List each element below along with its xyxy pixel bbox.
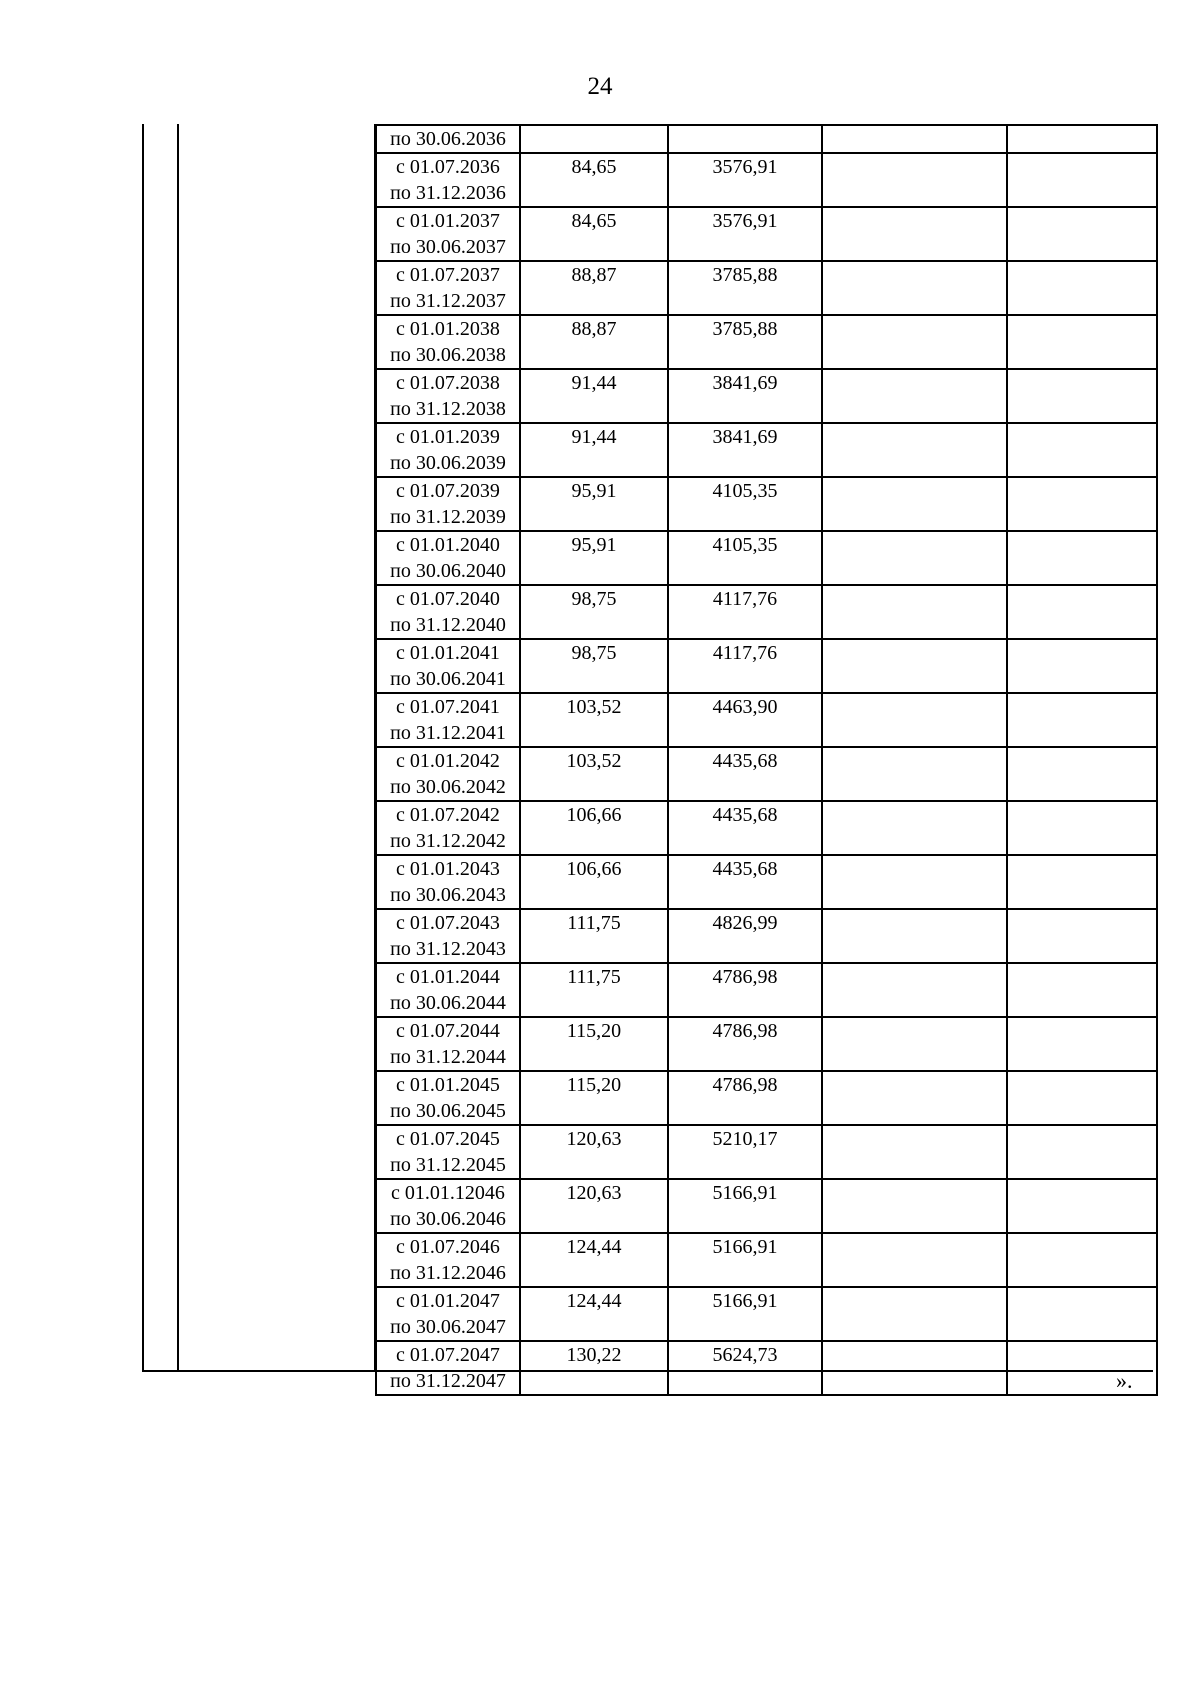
- period-from: с 01.07.2038: [396, 372, 500, 394]
- empty-cell-1: [822, 531, 1007, 585]
- empty-cell-2: [1007, 531, 1157, 585]
- period-to: по 30.06.2044: [390, 992, 506, 1014]
- table-row: [376, 747, 1157, 801]
- empty-cell-2: [1007, 747, 1157, 801]
- empty-cell-1: [822, 639, 1007, 693]
- period-to: по 31.12.2041: [390, 722, 506, 744]
- empty-cell-1: [822, 855, 1007, 909]
- period-from: с 01.01.2038: [396, 318, 500, 340]
- value-cell-2: 5166,91: [668, 1179, 822, 1233]
- period-cell: [376, 1125, 520, 1179]
- period-to: по 30.06.2047: [390, 1316, 506, 1338]
- value-cell-2: 4117,76: [668, 585, 822, 639]
- value-cell-1: [520, 125, 668, 153]
- period-cell: [376, 125, 520, 153]
- empty-cell-2: [1007, 693, 1157, 747]
- period-from: с 01.01.12046: [391, 1182, 505, 1204]
- empty-cell-1: [822, 1233, 1007, 1287]
- table-row: [376, 1125, 1157, 1179]
- empty-cell-1: [822, 747, 1007, 801]
- empty-cell-2: [1007, 1341, 1157, 1395]
- period-cell: [376, 531, 520, 585]
- period-cell: [376, 585, 520, 639]
- period-to: по 30.06.2040: [390, 560, 506, 582]
- empty-cell-2: [1007, 369, 1157, 423]
- period-to: по 30.06.2039: [390, 452, 506, 474]
- period-cell: [376, 261, 520, 315]
- empty-cell-2: [1007, 1287, 1157, 1341]
- table-row: [376, 963, 1157, 1017]
- table-row: [376, 1287, 1157, 1341]
- period-from: с 01.07.2036: [396, 156, 500, 178]
- empty-cell-1: [822, 477, 1007, 531]
- column-divider-1: [177, 124, 179, 1372]
- period-to: по 30.06.2041: [390, 668, 506, 690]
- value-cell-2: 3841,69: [668, 369, 822, 423]
- value-cell-2: [668, 125, 822, 153]
- period-from: с 01.07.2045: [396, 1128, 500, 1150]
- empty-cell-2: [1007, 585, 1157, 639]
- empty-cell-1: [822, 1071, 1007, 1125]
- empty-cell-2: [1007, 125, 1157, 153]
- tariff-table: [375, 124, 1158, 1396]
- period-cell: [376, 963, 520, 1017]
- period-to: по 30.06.2037: [390, 236, 506, 258]
- value-cell-1: 84,65: [520, 207, 668, 261]
- empty-cell-1: [822, 801, 1007, 855]
- period-to: по 31.12.2047: [390, 1370, 506, 1392]
- period-cell: [376, 1017, 520, 1071]
- period-cell: [376, 1233, 520, 1287]
- period-cell: [376, 909, 520, 963]
- value-cell-1: 88,87: [520, 315, 668, 369]
- period-from: с 01.07.2041: [396, 696, 500, 718]
- table-row: [376, 1233, 1157, 1287]
- table-row: [376, 369, 1157, 423]
- value-cell-1: 130,22: [520, 1341, 668, 1395]
- closing-quote-mark: ».: [1116, 1368, 1133, 1393]
- empty-cell-1: [822, 153, 1007, 207]
- period-cell: [376, 801, 520, 855]
- period-cell: [376, 747, 520, 801]
- empty-cell-2: [1007, 423, 1157, 477]
- value-cell-1: 120,63: [520, 1179, 668, 1233]
- empty-cell-2: [1007, 315, 1157, 369]
- table-row: [376, 1071, 1157, 1125]
- table-row: [376, 1341, 1157, 1395]
- period-to: по 30.06.2038: [390, 344, 506, 366]
- value-cell-1: 106,66: [520, 801, 668, 855]
- value-cell-2: 4463,90: [668, 693, 822, 747]
- value-cell-1: 111,75: [520, 963, 668, 1017]
- empty-cell-1: [822, 1125, 1007, 1179]
- period-from: с 01.07.2047: [396, 1344, 500, 1366]
- empty-cell-1: [822, 909, 1007, 963]
- period-cell: [376, 855, 520, 909]
- value-cell-2: 3785,88: [668, 315, 822, 369]
- table-row: [376, 531, 1157, 585]
- table-row: [376, 639, 1157, 693]
- empty-cell-2: [1007, 801, 1157, 855]
- period-from: с 01.07.2044: [396, 1020, 500, 1042]
- value-cell-2: 4435,68: [668, 747, 822, 801]
- period-cell: [376, 1071, 520, 1125]
- left-border: [142, 124, 144, 1372]
- period-to: по 30.06.2042: [390, 776, 506, 798]
- table-row: [376, 855, 1157, 909]
- period-to: по 31.12.2036: [390, 182, 506, 204]
- empty-cell-2: [1007, 963, 1157, 1017]
- period-from: с 01.01.2042: [396, 750, 500, 772]
- period-to: по 31.12.2045: [390, 1154, 506, 1176]
- empty-cell-1: [822, 207, 1007, 261]
- period-cell: [376, 639, 520, 693]
- value-cell-2: 5624,73: [668, 1341, 822, 1395]
- period-to: по 31.12.2042: [390, 830, 506, 852]
- value-cell-1: 120,63: [520, 1125, 668, 1179]
- table-row: [376, 207, 1157, 261]
- table-row: [376, 585, 1157, 639]
- period-from: с 01.01.2043: [396, 858, 500, 880]
- period-cell: [376, 1341, 520, 1395]
- value-cell-1: 84,65: [520, 153, 668, 207]
- value-cell-1: 115,20: [520, 1071, 668, 1125]
- empty-cell-2: [1007, 1071, 1157, 1125]
- table-row: [376, 1017, 1157, 1071]
- period-cell: [376, 153, 520, 207]
- period-to: по 31.12.2044: [390, 1046, 506, 1068]
- empty-cell-1: [822, 693, 1007, 747]
- value-cell-1: 98,75: [520, 585, 668, 639]
- period-from: с 01.07.2042: [396, 804, 500, 826]
- period-from: с 01.01.2044: [396, 966, 500, 988]
- value-cell-1: 98,75: [520, 639, 668, 693]
- value-cell-2: 5166,91: [668, 1287, 822, 1341]
- value-cell-2: 4786,98: [668, 1017, 822, 1071]
- value-cell-2: 4105,35: [668, 477, 822, 531]
- empty-cell-1: [822, 1287, 1007, 1341]
- period-from: с 01.01.2037: [396, 210, 500, 232]
- period-from: с 01.07.2043: [396, 912, 500, 934]
- empty-cell-2: [1007, 909, 1157, 963]
- value-cell-1: 91,44: [520, 369, 668, 423]
- table-row: [376, 477, 1157, 531]
- table-row: [376, 261, 1157, 315]
- value-cell-2: 3785,88: [668, 261, 822, 315]
- value-cell-2: 4435,68: [668, 855, 822, 909]
- value-cell-2: 5166,91: [668, 1233, 822, 1287]
- period-cell: [376, 1179, 520, 1233]
- value-cell-1: 103,52: [520, 693, 668, 747]
- period-to: по 30.06.2045: [390, 1100, 506, 1122]
- value-cell-1: 124,44: [520, 1287, 668, 1341]
- value-cell-1: 111,75: [520, 909, 668, 963]
- value-cell-1: 115,20: [520, 1017, 668, 1071]
- period-cell: [376, 693, 520, 747]
- table-row: [376, 801, 1157, 855]
- table-row: [376, 315, 1157, 369]
- period-to: по 31.12.2043: [390, 938, 506, 960]
- period-cell: [376, 423, 520, 477]
- period-cell: [376, 369, 520, 423]
- period-to: по 30.06.2043: [390, 884, 506, 906]
- value-cell-2: 4435,68: [668, 801, 822, 855]
- value-cell-1: 95,91: [520, 477, 668, 531]
- period-from: с 01.07.2039: [396, 480, 500, 502]
- value-cell-1: 124,44: [520, 1233, 668, 1287]
- empty-cell-1: [822, 963, 1007, 1017]
- value-cell-1: 91,44: [520, 423, 668, 477]
- empty-cell-1: [822, 1341, 1007, 1395]
- value-cell-1: 95,91: [520, 531, 668, 585]
- period-cell: [376, 207, 520, 261]
- value-cell-2: 3576,91: [668, 153, 822, 207]
- empty-cell-2: [1007, 1233, 1157, 1287]
- value-cell-1: 103,52: [520, 747, 668, 801]
- table-row: [376, 423, 1157, 477]
- table-row: [376, 1179, 1157, 1233]
- period-from: с 01.07.2040: [396, 588, 500, 610]
- value-cell-2: 4105,35: [668, 531, 822, 585]
- table-body: [376, 125, 1157, 1395]
- page-number: 24: [587, 73, 613, 100]
- period-from: с 01.07.2046: [396, 1236, 500, 1258]
- empty-cell-2: [1007, 855, 1157, 909]
- value-cell-2: 4826,99: [668, 909, 822, 963]
- period-from: с 01.01.2039: [396, 426, 500, 448]
- period-to: по 31.12.2038: [390, 398, 506, 420]
- value-cell-2: 3841,69: [668, 423, 822, 477]
- table-row: [376, 909, 1157, 963]
- empty-cell-2: [1007, 261, 1157, 315]
- period-from: с 01.01.2040: [396, 534, 500, 556]
- empty-cell-1: [822, 585, 1007, 639]
- period-cell: [376, 315, 520, 369]
- value-cell-2: 4786,98: [668, 1071, 822, 1125]
- empty-cell-2: [1007, 477, 1157, 531]
- table-row: [376, 693, 1157, 747]
- value-cell-2: 5210,17: [668, 1125, 822, 1179]
- table-row-continued: [376, 125, 1157, 153]
- period-to: по 31.12.2046: [390, 1262, 506, 1284]
- period-to: по 31.12.2037: [390, 290, 506, 312]
- period-from: с 01.01.2041: [396, 642, 500, 664]
- empty-cell-1: [822, 1179, 1007, 1233]
- period-from: с 01.01.2047: [396, 1290, 500, 1312]
- empty-cell-2: [1007, 1179, 1157, 1233]
- empty-cell-1: [822, 315, 1007, 369]
- period-to: по 31.12.2039: [390, 506, 506, 528]
- empty-cell-2: [1007, 1125, 1157, 1179]
- period-from: с 01.01.2045: [396, 1074, 500, 1096]
- value-cell-2: 4786,98: [668, 963, 822, 1017]
- value-cell-2: 3576,91: [668, 207, 822, 261]
- empty-cell-2: [1007, 639, 1157, 693]
- value-cell-2: 4117,76: [668, 639, 822, 693]
- empty-cell-1: [822, 423, 1007, 477]
- empty-cell-2: [1007, 153, 1157, 207]
- period-to: по 30.06.2036: [390, 128, 506, 150]
- empty-cell-1: [822, 1017, 1007, 1071]
- empty-cell-1: [822, 369, 1007, 423]
- value-cell-1: 88,87: [520, 261, 668, 315]
- period-cell: [376, 477, 520, 531]
- empty-cell-2: [1007, 1017, 1157, 1071]
- period-to: по 31.12.2040: [390, 614, 506, 636]
- empty-cell-2: [1007, 207, 1157, 261]
- empty-cell-1: [822, 261, 1007, 315]
- value-cell-1: 106,66: [520, 855, 668, 909]
- empty-cell-1: [822, 125, 1007, 153]
- period-from: с 01.07.2037: [396, 264, 500, 286]
- table-row: [376, 153, 1157, 207]
- period-cell: [376, 1287, 520, 1341]
- period-to: по 30.06.2046: [390, 1208, 506, 1230]
